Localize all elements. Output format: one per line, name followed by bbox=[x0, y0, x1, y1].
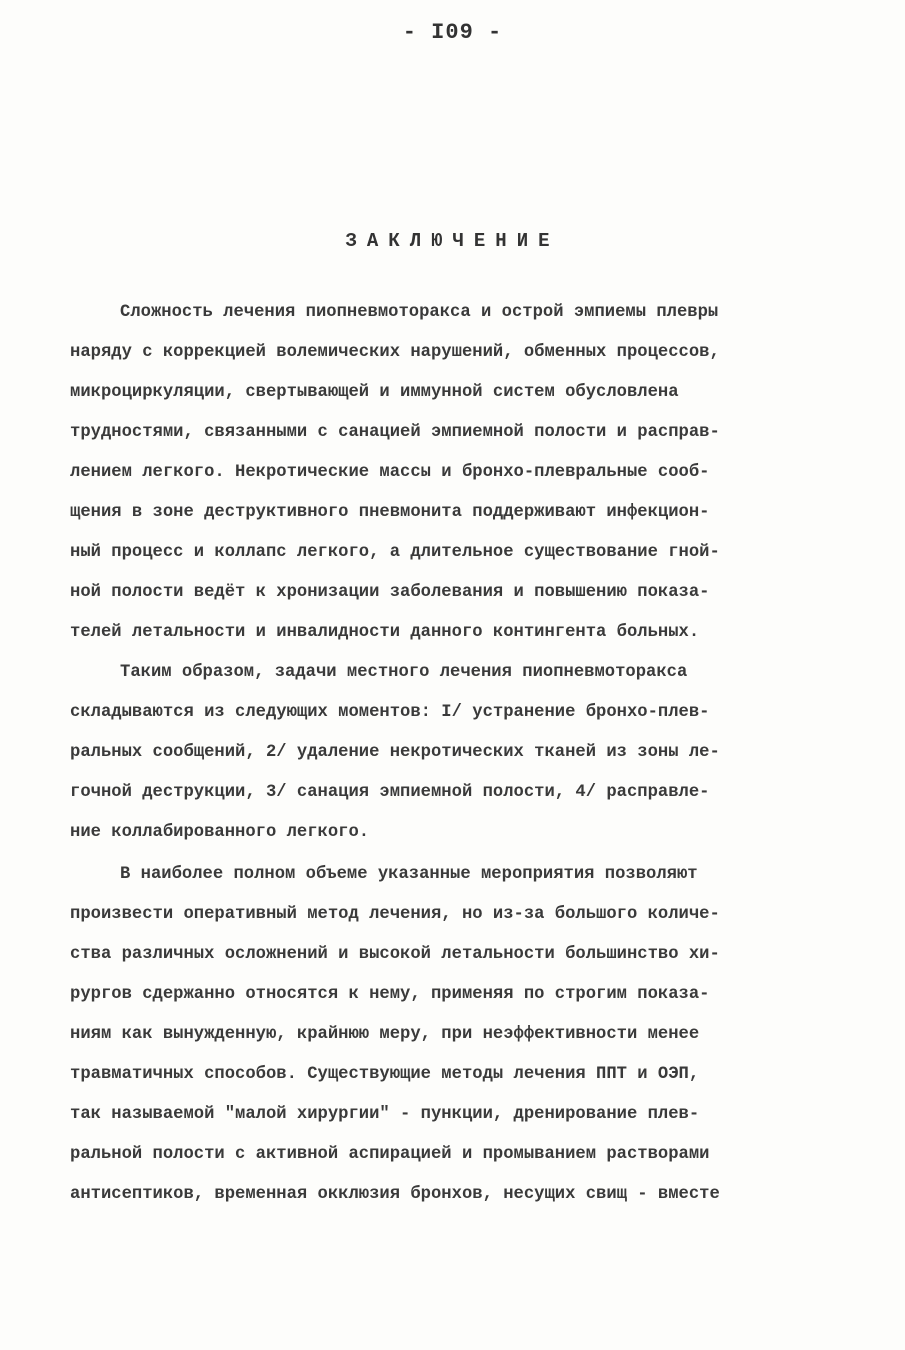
text-line: щения в зоне деструктивного пневмонита поддерживают инфекцион- bbox=[70, 503, 710, 522]
text-line: так называемой "малой хирургии" - пункции, дренирование плев- bbox=[70, 1105, 700, 1124]
text-line: ной полости ведёт к хронизации заболевания и повышению показа- bbox=[70, 583, 710, 602]
section-heading: ЗАКЛЮЧЕНИЕ bbox=[345, 230, 560, 252]
text-line: травматичных способов. Существующие методы лечения ППТ и ОЭП, bbox=[70, 1065, 700, 1084]
text-line: ниям как вынужденную, крайнюю меру, при неэффективности менее bbox=[70, 1025, 700, 1044]
text-line: произвести оперативный метод лечения, но из-за большого количе- bbox=[70, 905, 720, 924]
text-line: ральных сообщений, 2/ удаление некротических тканей из зоны ле- bbox=[70, 743, 720, 762]
text-line: микроциркуляции, свертывающей и иммунной систем обусловлена bbox=[70, 383, 679, 402]
text-line: В наиболее полном объеме указанные мероприятия позволяют bbox=[120, 865, 698, 884]
text-line: ный процесс и коллапс легкого, а длительное существование гной- bbox=[70, 543, 720, 562]
text-line: Сложность лечения пиопневмоторакса и острой эмпиемы плевры bbox=[120, 303, 719, 322]
text-line: складываются из следующих моментов: I/ устранение бронхо-плев- bbox=[70, 703, 710, 722]
text-line: гочной деструкции, 3/ санация эмпиемной полости, 4/ расправле- bbox=[70, 783, 710, 802]
page-number: - I09 - bbox=[402, 20, 503, 45]
text-line: Таким образом, задачи местного лечения пиопневмоторакса bbox=[120, 663, 688, 682]
text-line: телей летальности и инвалидности данного контингента больных. bbox=[70, 623, 700, 642]
text-line: ние коллабированного легкого. bbox=[70, 823, 370, 842]
text-line: трудностями, связанными с санацией эмпиемной полости и расправ- bbox=[70, 423, 720, 442]
text-line: ральной полости с активной аспирацией и промыванием растворами bbox=[70, 1145, 710, 1164]
text-line: рургов сдержанно относятся к нему, применяя по строгим показа- bbox=[70, 985, 710, 1004]
text-line: ства различных осложнений и высокой летальности большинство хи- bbox=[70, 945, 720, 964]
text-line: лением легкого. Некротические массы и бронхо-плевральные сооб- bbox=[70, 463, 710, 482]
text-line: наряду с коррекцией волемических нарушений, обменных процессов, bbox=[70, 343, 720, 362]
text-line: антисептиков, временная окклюзия бронхов, несущих свищ - вместе bbox=[70, 1185, 720, 1204]
